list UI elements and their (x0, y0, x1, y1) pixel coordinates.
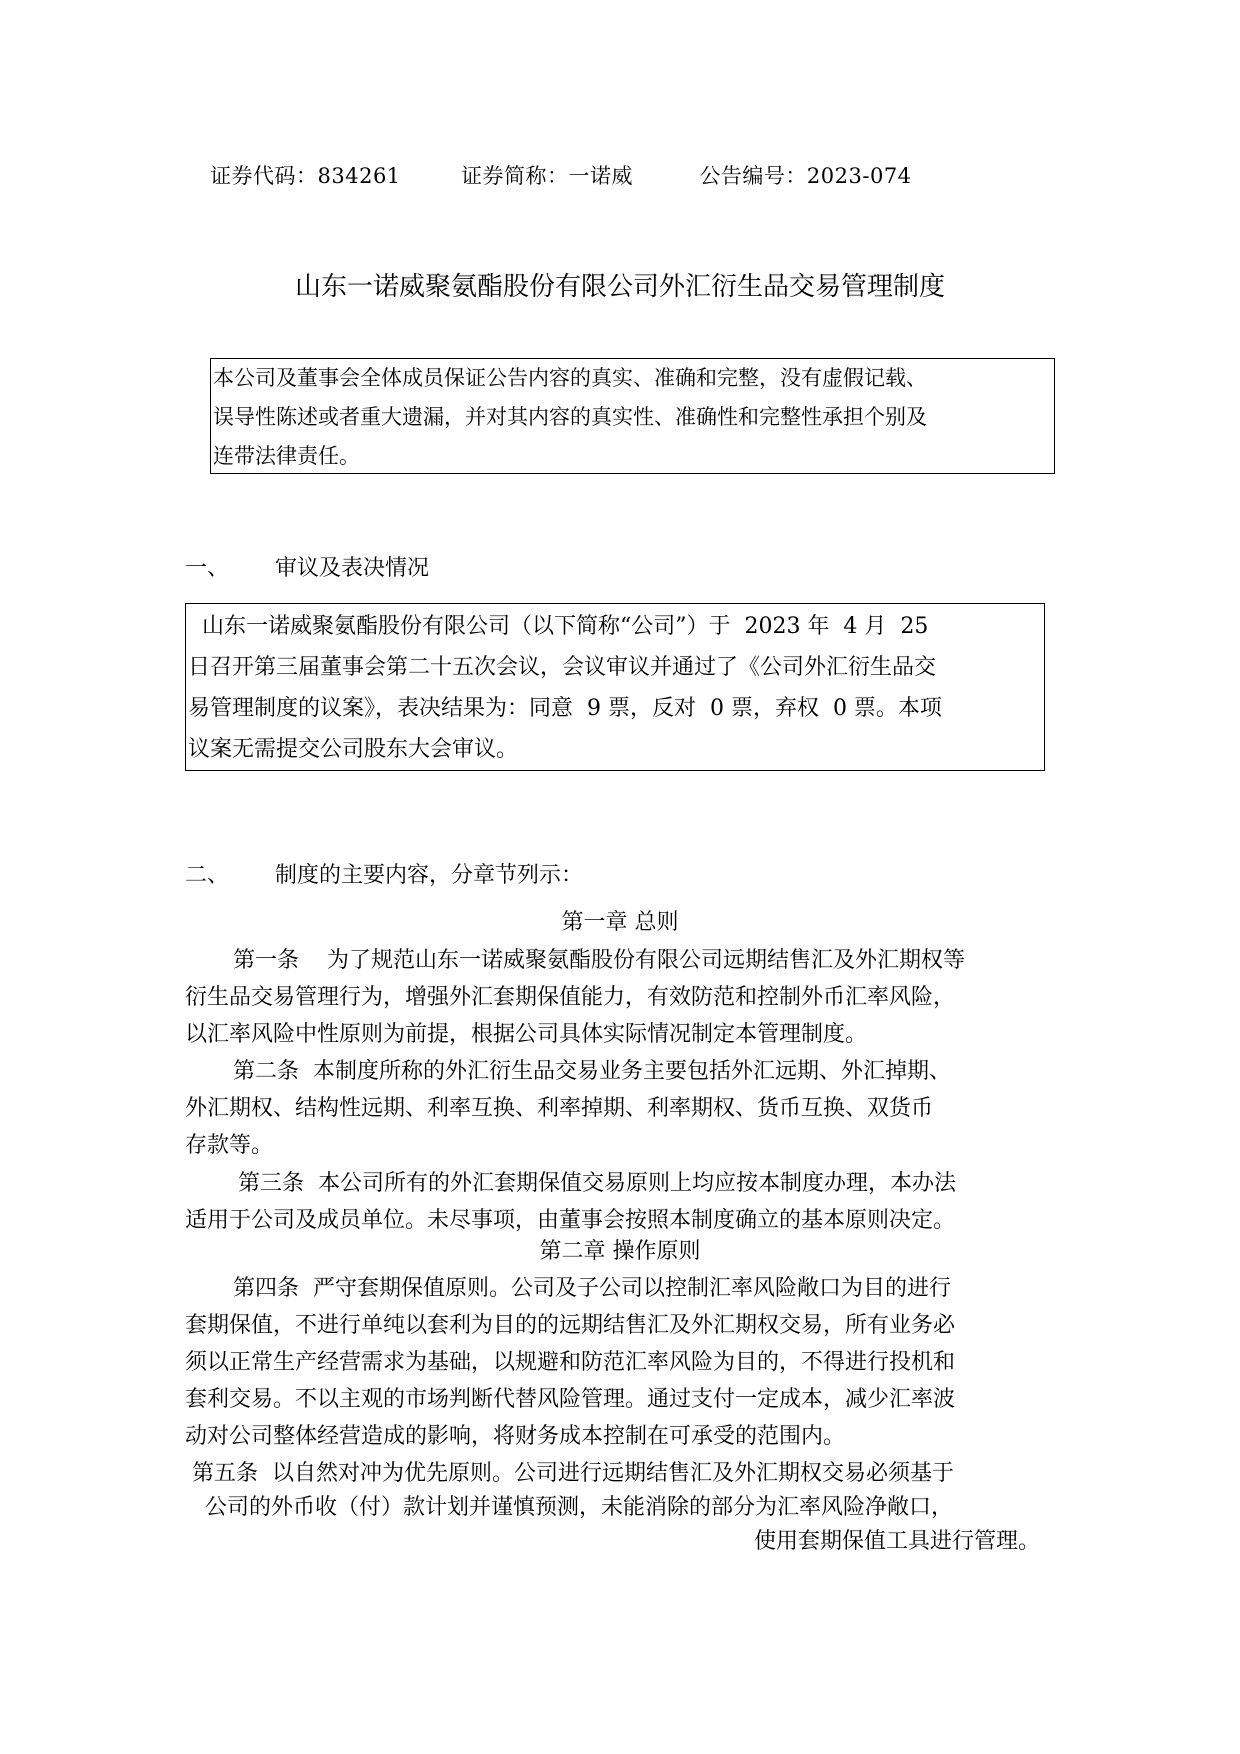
article-line: 适用于公司及成员单位。未尽事项，由董事会按照本制度确立的基本原则决定。 (185, 1208, 956, 1233)
section-heading-1 (185, 551, 429, 582)
section-number: 二、 (185, 863, 230, 888)
article-line: 衍生品交易管理行为，增强外汇套期保值能力，有效防范和控制外币汇率风险， (185, 985, 956, 1010)
article-line: 第五条 以自然对冲为优先原则。公司进行远期结售汇及外汇期权交易必须基于 (192, 1461, 954, 1486)
result-line: 易管理制度的议案》，表决结果为：同意 9 票，反对 0 票，弃权 0 票。本项 (188, 696, 942, 721)
disclaimer-line: 误导性陈述或者重大遗漏，并对其内容的真实性、准确性和完整性承担个别及 (213, 405, 927, 429)
article-line: 须以正常生产经营需求为基础，以规避和防范汇率风险为目的，不得进行投机和 (185, 1350, 956, 1375)
disclaimer-box (210, 358, 1055, 474)
article-line: 第二条 本制度所称的外汇衍生品交易业务主要包括外汇远期、外汇掉期、 (233, 1059, 951, 1084)
article-line: 以汇率风险中性原则为前提，根据公司具体实际情况制定本管理制度。 (185, 1022, 868, 1047)
security-short-name: 证券简称：一诺威 (461, 164, 634, 188)
section-title: 审议及表决情况 (275, 556, 430, 581)
announcement-number: 公告编号：2023-074 (699, 164, 912, 188)
result-line: 山东一诺威聚氨酯股份有限公司（以下简称“公司”）于 2023 年 4 月 25 (188, 614, 929, 639)
article-line: 第四条 严守套期保值原则。公司及子公司以控制汇率风险敞口为目的进行 (233, 1276, 951, 1301)
article-line: 动对公司整体经营造成的影响，将财务成本控制在可承受的范围内。 (185, 1424, 846, 1449)
result-line: 日召开第三届董事会第二十五次会议，会议审议并通过了《公司外汇衍生品交 (188, 655, 937, 680)
article-line: 套利交易。不以主观的市场判断代替风险管理。通过支付一定成本，减少汇率波 (185, 1387, 956, 1412)
article-line: 套期保值，不进行单纯以套利为目的的远期结售汇及外汇期权交易，所有业务必 (185, 1313, 956, 1338)
chapter-title: 第一章 总则 (561, 910, 679, 935)
disclaimer-line: 连带法律责任。 (213, 444, 360, 468)
section-heading-2 (185, 858, 583, 889)
voting-result-box (185, 603, 1045, 771)
chapter-title: 第二章 操作原则 (539, 1239, 701, 1264)
article-line: 使用套期保值工具进行管理。 (753, 1529, 1040, 1554)
announcement-header (210, 160, 912, 190)
section-number: 一、 (185, 556, 230, 581)
disclaimer-line: 本公司及董事会全体成员保证公告内容的真实、准确和完整，没有虚假记载、 (213, 366, 927, 390)
section-title: 制度的主要内容，分章节列示： (275, 863, 584, 888)
document-title: 山东一诺威聚氨酯股份有限公司外汇衍生品交易管理制度 (294, 272, 945, 302)
result-line: 议案无需提交公司股东大会审议。 (188, 737, 519, 762)
article-line: 第三条 本公司所有的外汇套期保值交易原则上均应按本制度办理，本办法 (238, 1171, 956, 1196)
article-line: 公司的外币收（付）款计划并谨慎预测，未能消除的部分为汇率风险净敞口， (205, 1495, 954, 1520)
article-line: 存款等。 (185, 1133, 274, 1158)
article-line: 第一条 为了规范山东一诺威聚氨酯股份有限公司远期结售汇及外汇期权等 (233, 948, 965, 973)
article-line: 外汇期权、结构性远期、利率互换、利率掉期、利率期权、货币互换、双货币 (185, 1096, 934, 1121)
security-code: 证券代码：834261 (210, 164, 401, 188)
